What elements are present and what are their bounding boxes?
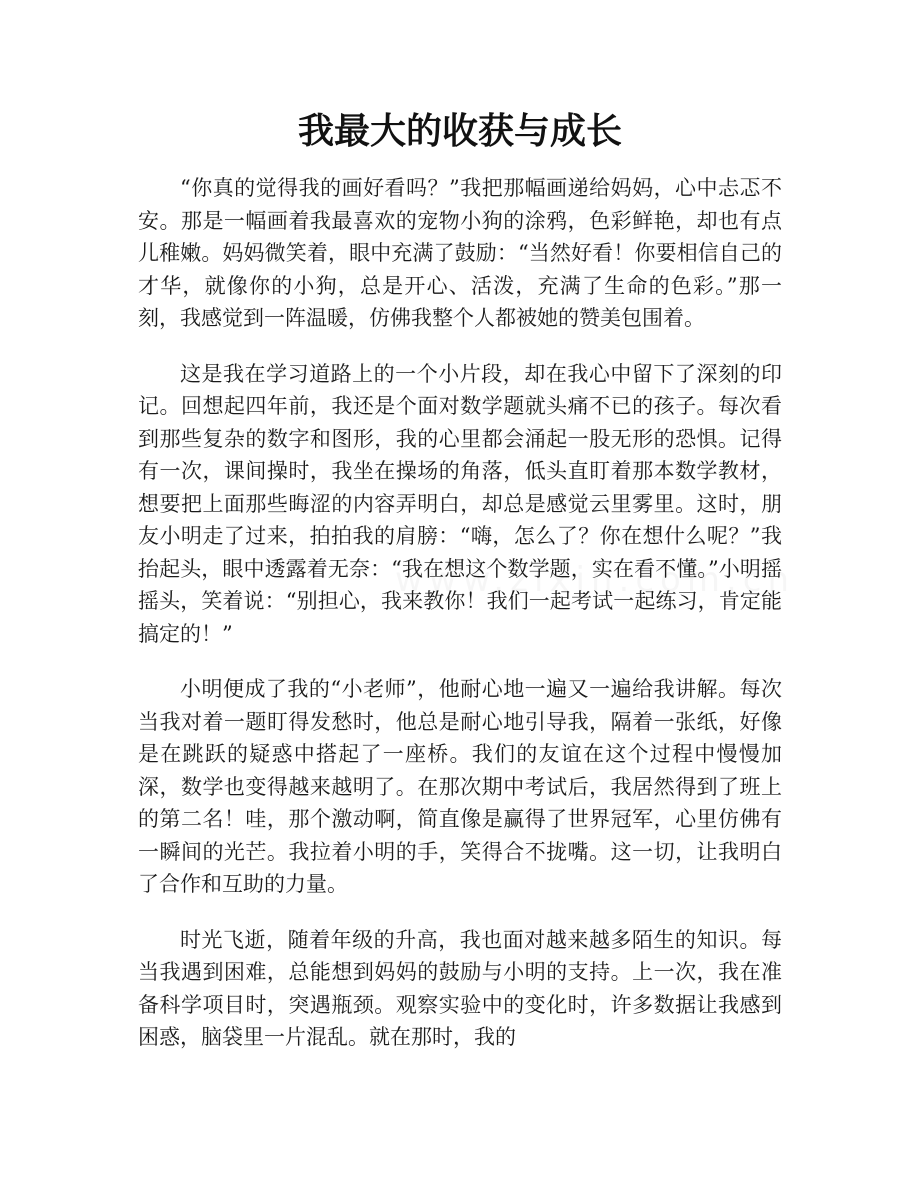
paragraph: 小明便成了我的“小老师”，他耐心地一遍又一遍给我讲解。每次当我对着一题盯得发愁时，他总是耐心地引导我，隔着一张纸，好像是在跳跃的疑惑中搭起了一座桥。我们的友谊在这个过程中慢慢加深，数学也变得越来越明了。在那次期中考试后，我居然得到了班上的第二名！哇，那个激动啊，简直像是赢得了世界冠军，心里仿佛有一瞬间的光芒。我拉着小明的手，笑得合不拢嘴。这一切，让我明白了合作和互助的力量。: [138, 677, 782, 896]
paragraph: 这是我在学习道路上的一个小片段，却在我心中留下了深刻的印记。回想起四年前，我还是个面对数学题就头痛不已的孩子。每次看到那些复杂的数字和图形，我的心里都会涌起一股无形的恐惧。记得有一次，课间操时，我坐在操场的角落，低头直盯着那本数学教材，想要把上面那些晦涩的内容弄明白，却总是感觉云里雾里。这时，朋友小明走了过来，拍拍我的肩膀：“嗨，怎么了？你在想什么呢？”我抬起头，眼中透露着无奈：“我在想这个数学题，实在看不懂。”小明摇摇头，笑着说：“别担心，我来教你！我们一起考试一起练习，肯定能搞定的！”: [138, 361, 782, 646]
document-title: 我最大的收获与成长: [297, 111, 622, 152]
paragraph: “你真的觉得我的画好看吗？”我把那幅画递给妈妈，心中忐忑不安。那是一幅画着我最喜欢的宠物小狗的涂鸦，色彩鲜艳，却也有点儿稚嫩。妈妈微笑着，眼中充满了鼓励：“当然好看！你要相信自己的才华，就像你的小狗，总是开心、活泼，充满了生命的色彩。”那一刻，我感觉到一阵温暖，仿佛我整个人都被她的赞美包围着。: [138, 176, 782, 330]
document-body: [138, 172, 782, 1077]
paragraph: 时光飞逝，随着年级的升高，我也面对越来越多陌生的知识。每当我遇到困难，总能想到妈妈的鼓励与小明的支持。上一次，我在准备科学项目时，突遇瓶颈。观察实验中的变化时，许多数据让我感到困惑，脑袋里一片混乱。就在那时，我的: [138, 927, 782, 1049]
